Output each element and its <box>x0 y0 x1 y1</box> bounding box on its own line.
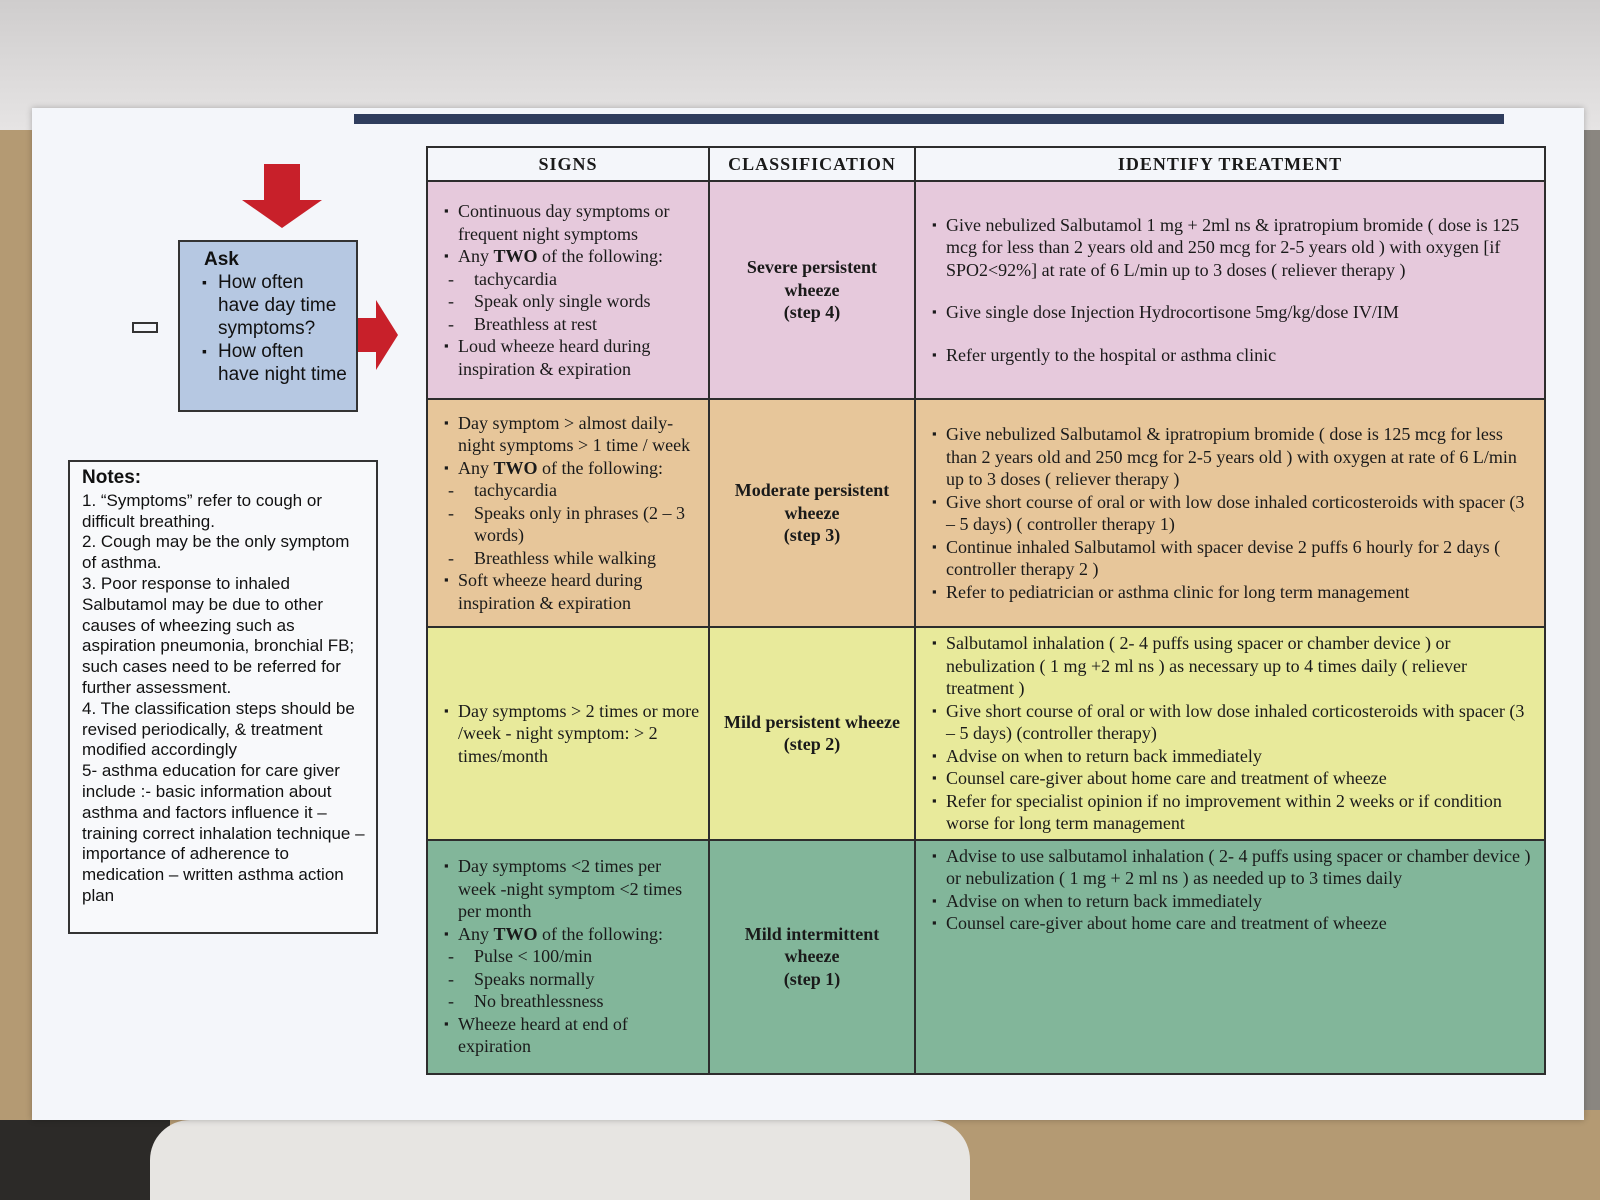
classification-step: (step 4) <box>783 302 841 323</box>
notes-title: Notes: <box>82 467 142 488</box>
spacer <box>930 281 1534 301</box>
sign-item: ▪ Soft wheeze heard during inspiration & expiration <box>442 569 702 614</box>
signs-cell-severe <box>427 181 709 399</box>
treatment-item: ▪ Advise to use salbutamol inhalation ( 2- 4 puffs using spacer or chamber device ) or nebulization ( 1 mg + 2 ml ns ) as needed up to 3 times daily <box>930 845 1534 890</box>
sign-subitem: - tachycardia <box>442 268 702 291</box>
classification-step: (step 2) <box>783 734 841 755</box>
treatment-item: ▪ Advise on when to return back immediately <box>930 890 1534 913</box>
treatment-item: ▪ Give nebulized Salbutamol 1 mg + 2ml ns & ipratropium bromide ( dose is 125 mcg for less than 2 years old and 250 mcg for 2-5 years old ) with oxygen [if SPO2<92%] at rate of 6 L/min up to 3 doses ( reliever therapy ) <box>930 214 1534 282</box>
wheeze-classification-table <box>426 146 1546 1075</box>
sign-item: ▪ Any TWO of the following: <box>442 923 702 946</box>
ask-box <box>178 240 358 412</box>
note-3: 3. Poor response to inhaled Salbutamol may be due to other causes of wheezing such as aspiration pneumonia, bronchial FB; such cases need to be referred for further assessment. <box>82 573 359 697</box>
dark-object <box>0 1120 170 1200</box>
treatment-item: ▪ Give short course of oral or with low dose inhaled corticosteroids with spacer (3 – 5 days) (controller therapy) <box>930 700 1534 745</box>
sign-subitem: - tachycardia <box>442 479 702 502</box>
treatment-item: ▪ Give short course of oral or with low dose inhaled corticosteroids with spacer (3 – 5 days) ( controller therapy 1) <box>930 491 1534 536</box>
treatment-cell-mild-intermittent <box>915 840 1545 1074</box>
sign-subitem: - Pulse < 100/min <box>442 945 702 968</box>
table-row-mild-persistent <box>427 627 1545 840</box>
spacer <box>930 324 1534 344</box>
table-row-moderate <box>427 399 1545 627</box>
classification-cell-moderate <box>709 399 915 627</box>
sign-subitem: - No breathlessness <box>442 990 702 1013</box>
sign-item: ▪ Continuous day symptoms or frequent night symptoms <box>442 200 702 245</box>
classification-name: Severe persistent wheeze <box>746 257 878 300</box>
treatment-item: ▪ Refer urgently to the hospital or asthma clinic <box>930 344 1534 367</box>
ask-item-day: ▪ How often have day time symptoms? <box>204 271 348 340</box>
table-header-row <box>427 147 1545 181</box>
header-band <box>354 114 1504 124</box>
emphasis-two: TWO <box>493 457 538 478</box>
treatment-item: ▪ Refer to pediatrician or asthma clinic for long term management <box>930 581 1534 604</box>
ask-item-night: ▪ How often have night time <box>204 340 348 386</box>
treatment-cell-severe <box>915 181 1545 399</box>
signs-cell-mild-persistent <box>427 627 709 840</box>
sign-subitem: - Breathless while walking <box>442 547 702 570</box>
treatment-item: ▪ Refer for specialist opinion if no improvement within 2 weeks or if condition worse for long term management <box>930 790 1534 835</box>
sign-item: ▪ Loud wheeze heard during inspiration & expiration <box>442 335 702 380</box>
sign-item: ▪ Any TWO of the following: <box>442 457 702 480</box>
note-5: 5- asthma education for care giver include :- basic information about asthma and factors influence it – training correct inhalation technique – importance of adherence to medication – written asthma action plan <box>82 761 370 905</box>
sign-text: Any TWO of the following: <box>458 246 663 266</box>
treatment-cell-mild-persistent <box>915 627 1545 840</box>
emphasis-two: TWO <box>493 246 538 266</box>
note-1: 1. “Symptoms” refer to cough or difficult breathing. <box>82 490 327 531</box>
classification-cell-mild-persistent <box>709 627 915 840</box>
header-signs: SIGNS <box>427 147 709 181</box>
sign-item: ▪ Day symptoms > 2 times or more /week - night symptom: > 2 times/month <box>442 700 702 768</box>
treatment-item: ▪ Advise on when to return back immediately <box>930 745 1534 768</box>
classification-step: (step 3) <box>783 525 841 546</box>
treatment-item: ▪ Give nebulized Salbutamol & ipratropium bromide ( dose is 125 mcg for less than 2 years old and 250 mcg for 2-5 years old ) with oxygen at rate of 6 L/min up to 3 doses ( reliever therapy ) <box>930 423 1534 491</box>
note-4: 4. The classification steps should be revised periodically, & treatment modified accordingly <box>82 698 360 760</box>
sign-subitem: - Speak only single words <box>442 290 702 313</box>
signs-cell-mild-intermittent <box>427 840 709 1074</box>
table-row-mild-intermittent <box>427 840 1545 1074</box>
classification-name: Mild intermittent wheeze <box>744 923 880 967</box>
classification-cell-mild-intermittent <box>709 840 915 1074</box>
sign-subitem: - Breathless at rest <box>442 313 702 336</box>
white-cloth <box>150 1120 970 1200</box>
dash-marker <box>132 322 158 333</box>
sign-item: ▪ Day symptom > almost daily- night symptoms > 1 time / week <box>442 412 702 457</box>
notes-box <box>68 460 378 934</box>
sign-subitem: - Speaks normally <box>442 968 702 991</box>
header-classification: CLASSIFICATION <box>709 147 915 181</box>
sign-item <box>442 245 702 268</box>
ask-title: Ask <box>204 249 239 270</box>
classification-name: Moderate persistent wheeze <box>734 480 890 523</box>
treatment-cell-moderate <box>915 399 1545 627</box>
right-arrow-icon <box>358 300 398 370</box>
signs-cell-moderate <box>427 399 709 627</box>
table-row-severe <box>427 181 1545 399</box>
treatment-item: ▪ Counsel care-giver about home care and treatment of wheeze <box>930 912 1534 935</box>
guideline-sheet <box>32 108 1584 1120</box>
classification-name: Mild persistent wheeze <box>724 711 900 732</box>
header-treatment: IDENTIFY TREATMENT <box>915 147 1545 181</box>
sign-item: ▪ Wheeze heard at end of expiration <box>442 1013 702 1058</box>
sign-subitem: - Speaks only in phrases (2 – 3 words) <box>442 502 702 547</box>
treatment-item: ▪ Counsel care-giver about home care and treatment of wheeze <box>930 767 1534 790</box>
treatment-item: ▪ Continue inhaled Salbutamol with spacer devise 2 puffs 6 hourly for 2 days ( controller therapy 2 ) <box>930 536 1534 581</box>
classification-cell-severe <box>709 181 915 399</box>
emphasis-two: TWO <box>493 923 538 944</box>
treatment-item: ▪ Salbutamol inhalation ( 2- 4 puffs using spacer or chamber device ) or nebulization ( 1 mg +2 ml ns ) as necessary up to 4 times daily ( reliever treatment ) <box>930 632 1534 700</box>
sign-item: ▪ Day symptoms <2 times per week -night symptom <2 times per month <box>442 855 702 923</box>
treatment-item: ▪ Give single dose Injection Hydrocortisone 5mg/kg/dose IV/IM <box>930 301 1534 324</box>
down-arrow-icon <box>242 164 322 228</box>
classification-step: (step 1) <box>783 968 841 989</box>
note-2: 2. Cough may be the only symptom of asthma. <box>82 532 355 573</box>
